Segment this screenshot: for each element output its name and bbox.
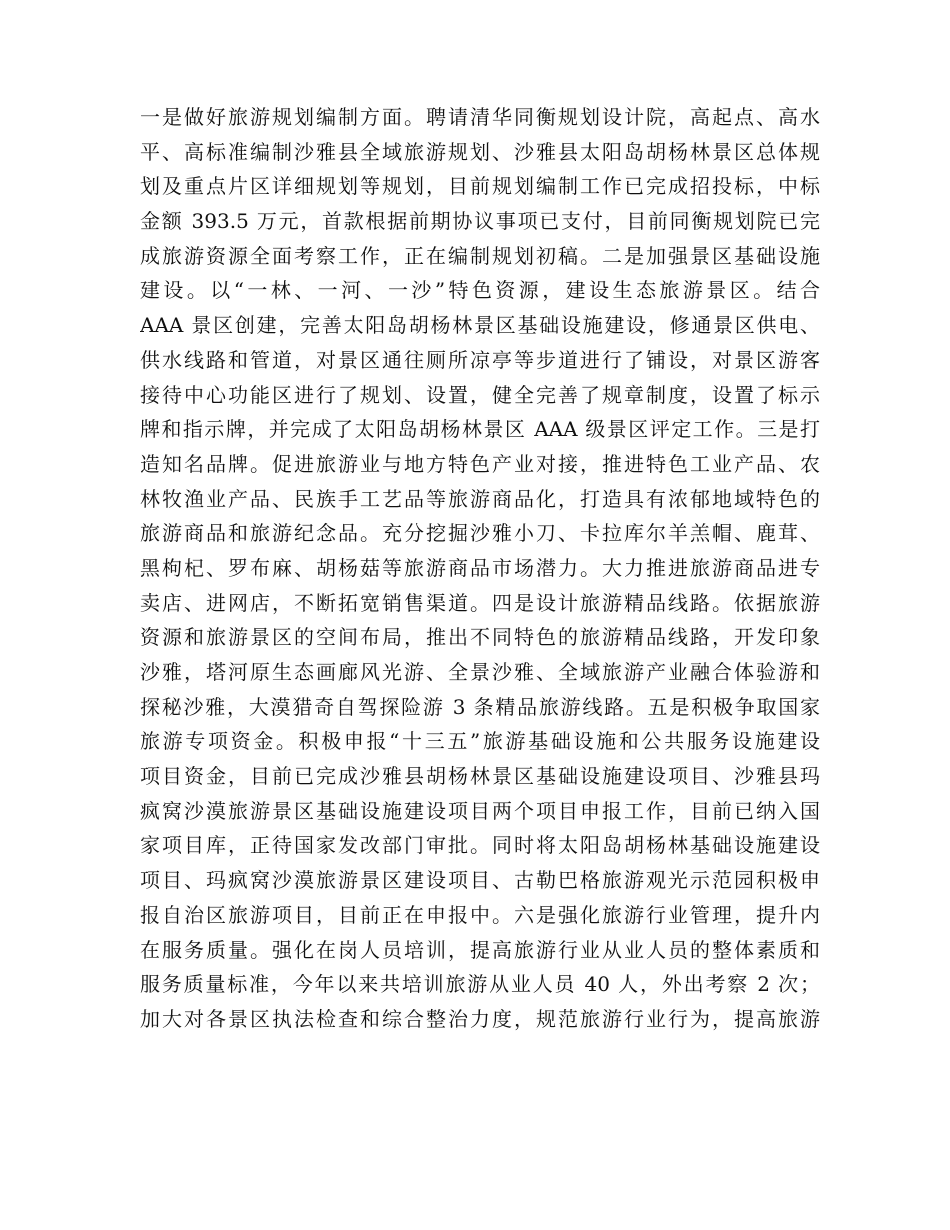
text-line: 沙雅，塔河原生态画廊风光游、全景沙雅、全域旅游产业融合体验游和 — [140, 660, 820, 684]
text-line: 平、高标准编制沙雅县全域旅游规划、沙雅县太阳岛胡杨林景区总体规 — [140, 139, 820, 164]
text-line: 加大对各景区执法检查和综合整治力度，规范旅游行业行为，提高旅游 — [140, 1006, 820, 1031]
text-line: 黑枸杞、罗布麻、胡杨菇等旅游商品市场潜力。大力推进旅游商品进专 — [140, 555, 820, 580]
text-line: 建设。以“一林、一河、一沙”特色资源，建设生态旅游景区。结合 — [140, 278, 820, 303]
text-line: 林牧渔业产品、民族手工艺品等旅游商品化，打造具有浓郁地域特色的 — [140, 486, 820, 511]
text-line: 旅游商品和旅游纪念品。充分挖掘沙雅小刀、卡拉库尔羊羔帽、鹿茸、 — [140, 521, 820, 546]
text-line: 报自治区旅游项目，目前正在申报中。六是强化旅游行业管理，提升内 — [140, 902, 820, 927]
body-paragraph — [140, 100, 820, 1037]
text-line: 划及重点片区详细规划等规划，目前规划编制工作已完成招投标，中标 — [140, 174, 820, 199]
text-line: 供水线路和管道，对景区通往厕所凉亭等步道进行了铺设，对景区游客 — [140, 347, 820, 372]
text-line: 牌和指示牌，并完成了太阳岛胡杨林景区 AAA 级景区评定工作。三是打 — [140, 417, 820, 442]
text-line: 成旅游资源全面考察工作，正在编制规划初稿。二是加强景区基础设施 — [140, 243, 820, 268]
text-line: 金额 393.5 万元，首款根据前期协议事项已支付，目前同衡规划院已完 — [140, 209, 820, 234]
text-line: 旅游专项资金。积极申报“十三五”旅游基础设施和公共服务设施建设 — [140, 729, 820, 754]
text-line: 项目、玛疯窝沙漠旅游景区建设项目、古勒巴格旅游观光示范园积极申 — [140, 868, 820, 893]
text-line: 项目资金，目前已完成沙雅县胡杨林景区基础设施建设项目、沙雅县玛 — [140, 764, 820, 789]
text-line: 接待中心功能区进行了规划、设置，健全完善了规章制度，设置了标示 — [140, 382, 820, 407]
text-line: 服务质量标准，今年以来共培训旅游从业人员 40 人，外出考察 2 次； — [140, 972, 820, 997]
text-line: 卖店、进网店，不断拓宽销售渠道。四是设计旅游精品线路。依据旅游 — [140, 590, 820, 615]
text-line: 疯窝沙漠旅游景区基础设施建设项目两个项目申报工作，目前已纳入国 — [140, 798, 820, 823]
text-line: 探秘沙雅，大漠猎奇自驾探险游 3 条精品旅游线路。五是积极争取国家 — [140, 694, 820, 719]
text-line: 一是做好旅游规划编制方面。聘请清华同衡规划设计院，高起点、高水 — [140, 105, 820, 129]
text-line: 在服务质量。强化在岗人员培训，提高旅游行业从业人员的整体素质和 — [140, 937, 820, 962]
text-line: 造知名品牌。促进旅游业与地方特色产业对接，推进特色工业产品、农 — [140, 451, 820, 476]
text-line: 资源和旅游景区的空间布局，推出不同特色的旅游精品线路，开发印象 — [140, 625, 820, 650]
text-line: 家项目库，正待国家发改部门审批。同时将太阳岛胡杨林基础设施建设 — [140, 833, 820, 858]
text-line: AAA 景区创建，完善太阳岛胡杨林景区基础设施建设，修通景区供电、 — [140, 313, 820, 338]
